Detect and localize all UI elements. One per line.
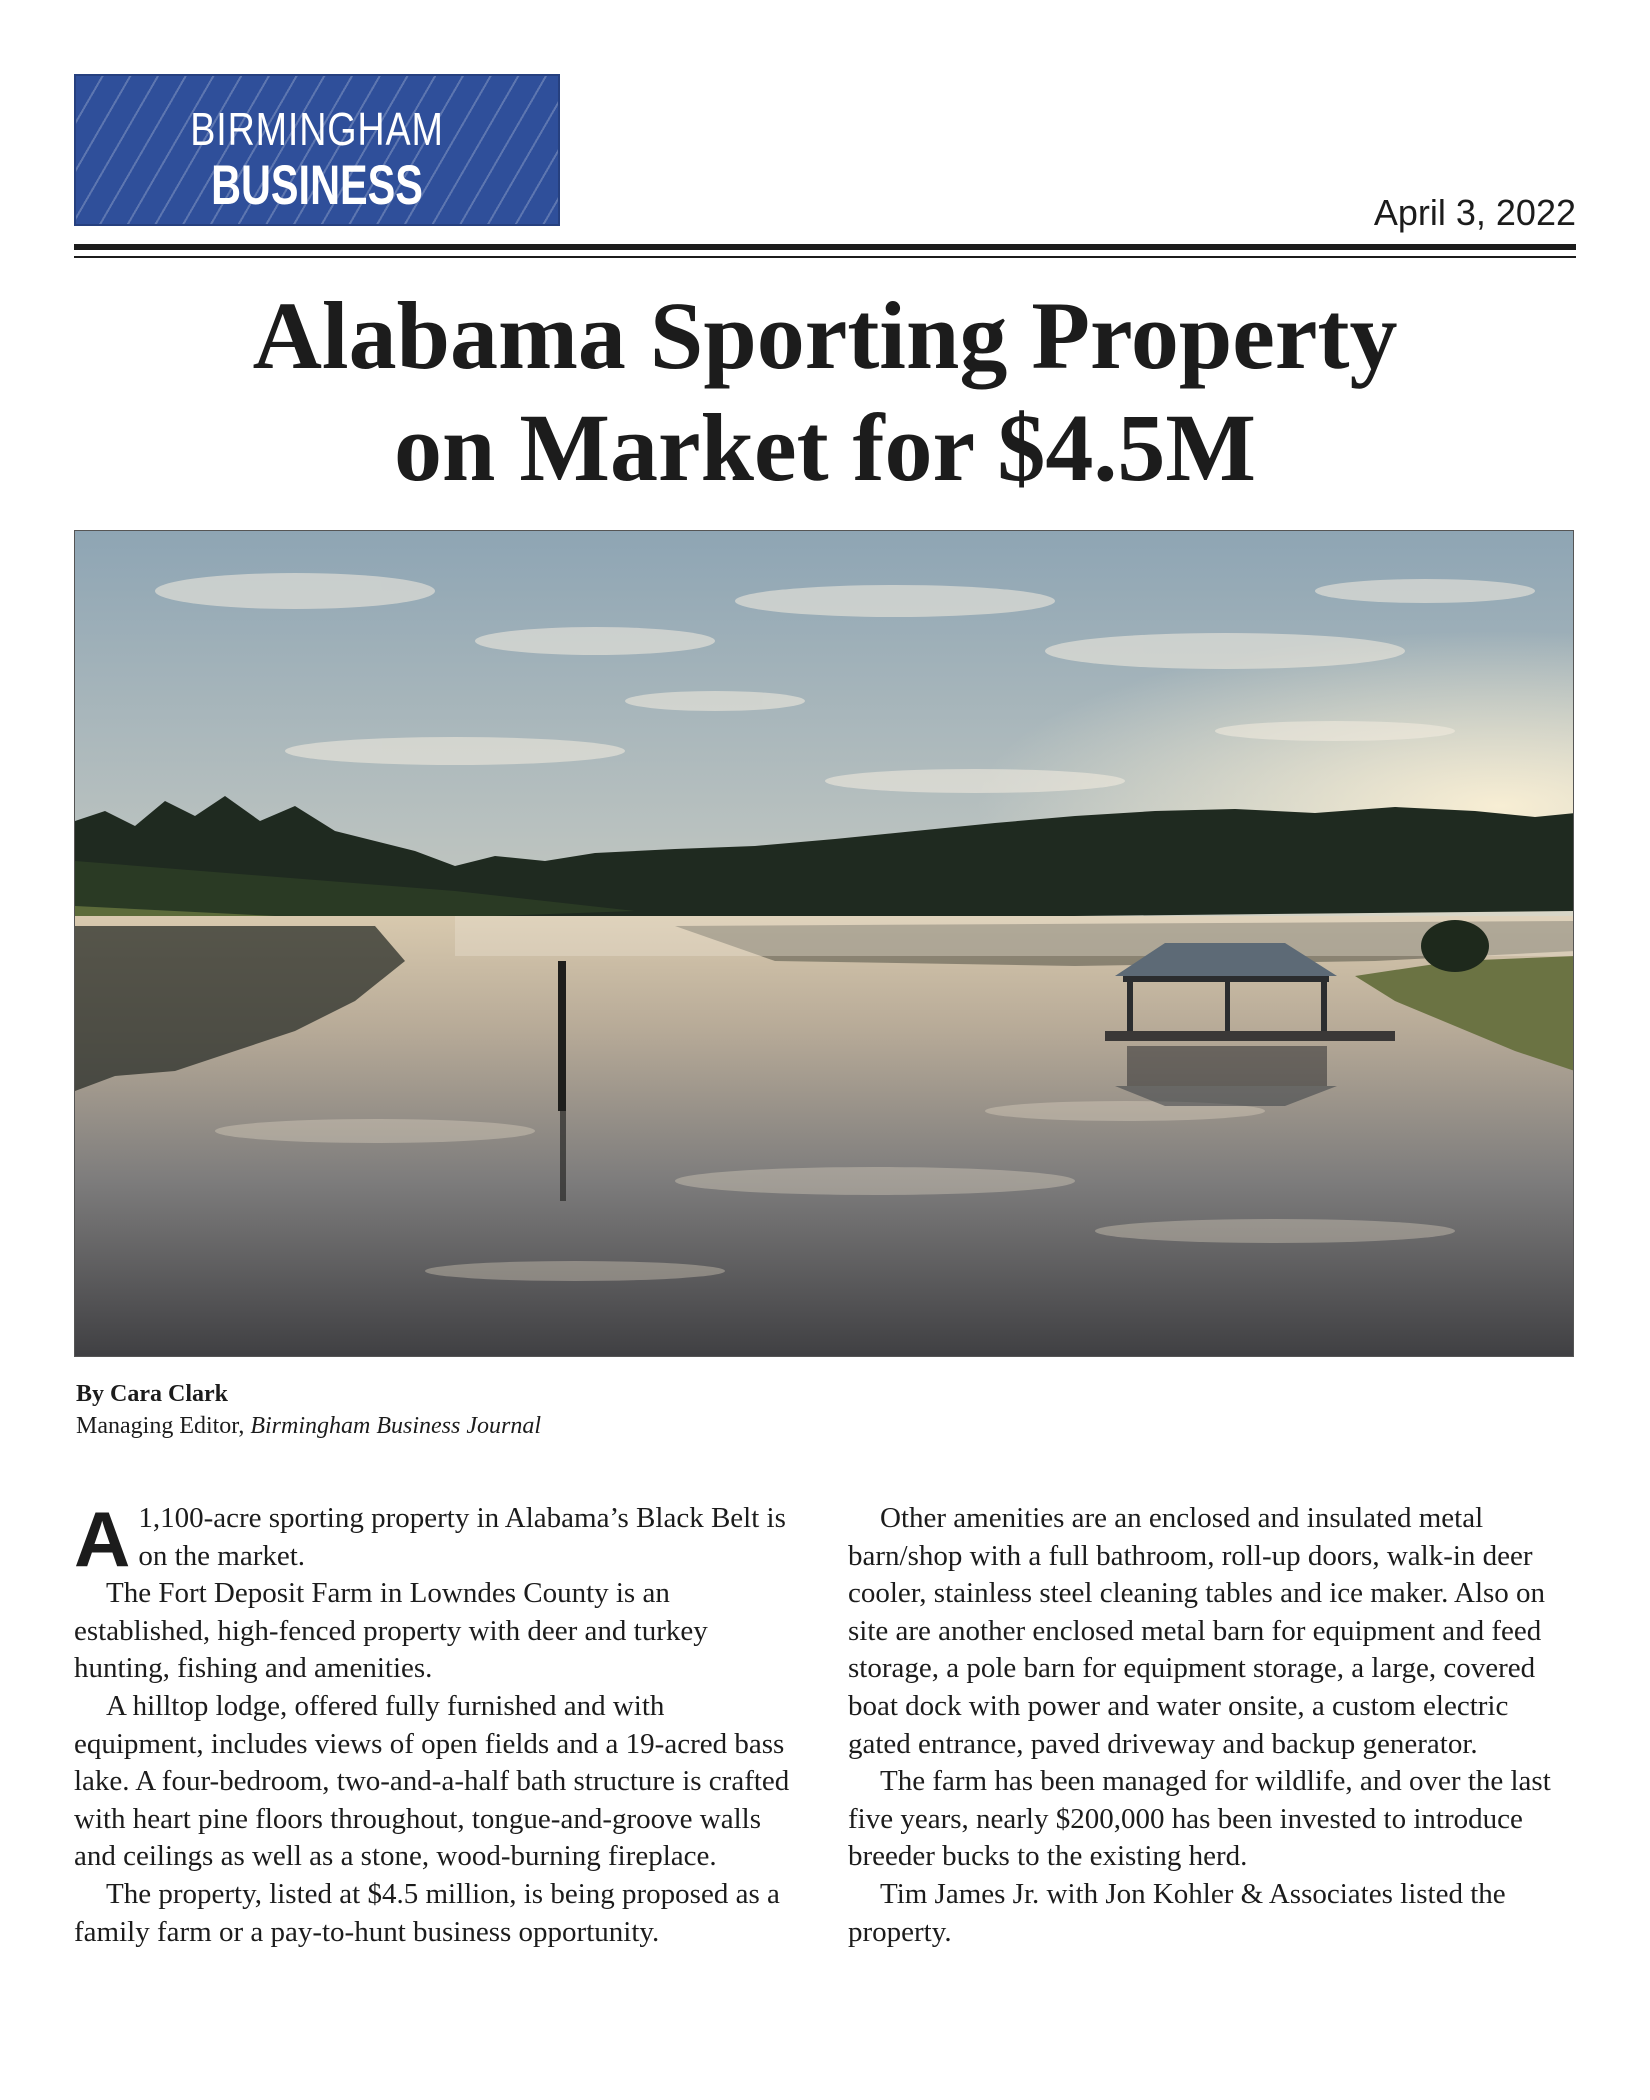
article-headline: [74, 280, 1576, 504]
headline-line-1: Alabama Sporting Property: [252, 282, 1398, 389]
publication-date: April 3, 2022: [1373, 192, 1576, 233]
paragraph-1-text: 1,100-acre sporting property in Alabama’s Black Belt is on the market.: [138, 1502, 786, 1572]
paragraph-2: The Fort Deposit Farm in Lowndes County is an established, high-fenced property with deer and turkey hunting, fishing and amenities.: [74, 1577, 708, 1685]
masthead-rule-thin: [74, 256, 1576, 258]
drop-cap: A: [74, 1495, 131, 1583]
publication-logo: [74, 74, 560, 226]
byline-publication: Birmingham Business Journal: [250, 1413, 542, 1439]
article-column-left: [74, 1495, 794, 1951]
logo-line-business-journal: BUSINESS: [211, 153, 423, 216]
article-column-right: [848, 1500, 1568, 1951]
lake-photo: [74, 530, 1574, 1357]
paragraph-4: The property, listed at $4.5 million, is being proposed as a family farm or a pay-to-hunt business opportunity.: [74, 1877, 780, 1948]
byline-author: By Cara Clark: [76, 1381, 228, 1407]
byline-title: Managing Editor,: [76, 1413, 251, 1439]
paragraph-3: A hilltop lodge, offered fully furnished and with equipment, includes views of open fields and a 19-acred bass lake. A four-bedroom, two-and-a-half bath structure is crafted with heart pine floors throughout, tongue-and-groove walls and ceilings as well as a stone, wood-burning fireplace.: [74, 1689, 790, 1873]
paragraph-7: Tim James Jr. with Jon Kohler & Associates listed the property.: [848, 1877, 1506, 1948]
masthead-rule-thick: [74, 244, 1576, 250]
byline: [76, 1378, 541, 1442]
paragraph-1: [74, 1495, 794, 1583]
headline-line-2: on Market for $4.5M: [393, 394, 1257, 501]
paragraph-5: Other amenities are an enclosed and insulated metal barn/shop with a full bathroom, roll-up doors, walk-in deer cooler, stainless steel cleaning tables and ice maker. Also on site are another enclosed metal barn for equipment and feed storage, a pole barn for equipment storage, a large, covered boat dock with power and water onsite, a custom electric gated entrance, paved driveway and backup generator.: [848, 1502, 1546, 1760]
paragraph-6: The farm has been managed for wildlife, and over the last five years, nearly $200,000 has been invested to introduce breeder bucks to the existing herd.: [848, 1765, 1551, 1873]
logo-line-birmingham: BIRMINGHAM: [190, 103, 444, 155]
lake-photo-illustration: [75, 531, 1574, 1357]
byline-role: [76, 1413, 541, 1439]
